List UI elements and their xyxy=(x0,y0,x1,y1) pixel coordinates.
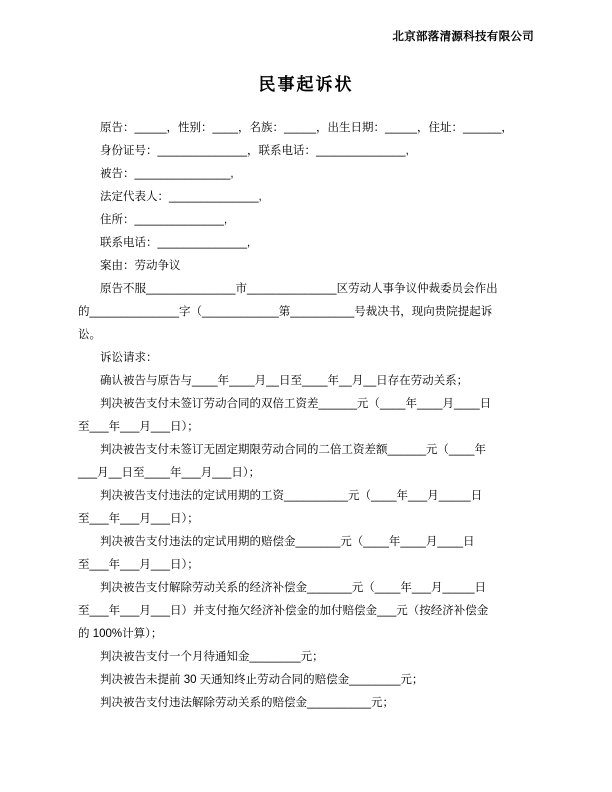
body-line: 的 100%计算）； xyxy=(78,628,163,640)
body-line: 判决被告支付违法的定试用期的工资__________元（____年___月_____日 xyxy=(100,490,483,502)
body-line: 判决被告支付解除劳动关系的经济补偿金_______元（____年___月_____日 xyxy=(100,582,487,594)
company-header: 北京部落清源科技有限公司 xyxy=(392,31,534,43)
body-line: 判决被告支付违法解除劳动关系的赔偿金__________元； xyxy=(100,697,394,709)
body-line: 案由：劳动争议 xyxy=(100,260,181,272)
body-line: 至___年___月___日）； xyxy=(78,421,199,433)
body-line: 法定代表人：______________, xyxy=(100,191,262,203)
body-line: 诉讼请求： xyxy=(100,352,158,364)
body-line: 联系电话：______________, xyxy=(100,237,251,249)
body-line: 原告：_____，性别：____，名族：_____，出生日期：_____，住址：______， xyxy=(100,122,513,134)
body-line: 至___年___月___日）； xyxy=(78,513,199,525)
document-body xyxy=(78,117,534,715)
body-line: ___月__日至____年___月___日）； xyxy=(78,467,261,479)
body-line: 判决被告支付未签订劳动合同的双倍工资差______元（____年____月____日 xyxy=(100,398,492,410)
body-line: 判决被告支付未签订无固定期限劳动合同的二倍工资差额______元（____年 xyxy=(100,444,486,456)
body-line: 确认被告与原告与____年____月__日至____年__月__日存在劳动关系； xyxy=(100,375,469,387)
body-line: 住所：______________, xyxy=(100,214,228,226)
body-line: 的______________字（____________第__________号裁决书，现向贵院提起诉 xyxy=(78,306,493,318)
body-line: 原告不服______________市______________区劳动人事争议仲裁委员会作出 xyxy=(100,283,498,295)
page-title: 民事起诉状 xyxy=(258,75,354,94)
body-line: 判决被告支付违法的定试用期的赔偿金_______元（____年____月____日 xyxy=(100,536,475,548)
body-line: 被告：_______________, xyxy=(100,168,234,180)
body-line: 至___年___月___日）并支付拖欠经济补偿金的加付赔偿金___元（按经济补偿金 xyxy=(78,605,489,617)
body-line: 讼。 xyxy=(78,329,101,341)
body-line: 身份证号：______________，联系电话：______________, xyxy=(100,145,409,157)
body-line: 判决被告未提前 30 天通知终止劳动合同的赔偿金________元； xyxy=(100,674,424,686)
body-line: 判决被告支付一个月待通知金________元； xyxy=(100,651,324,663)
body-line: 至___年___月___日）； xyxy=(78,559,199,571)
